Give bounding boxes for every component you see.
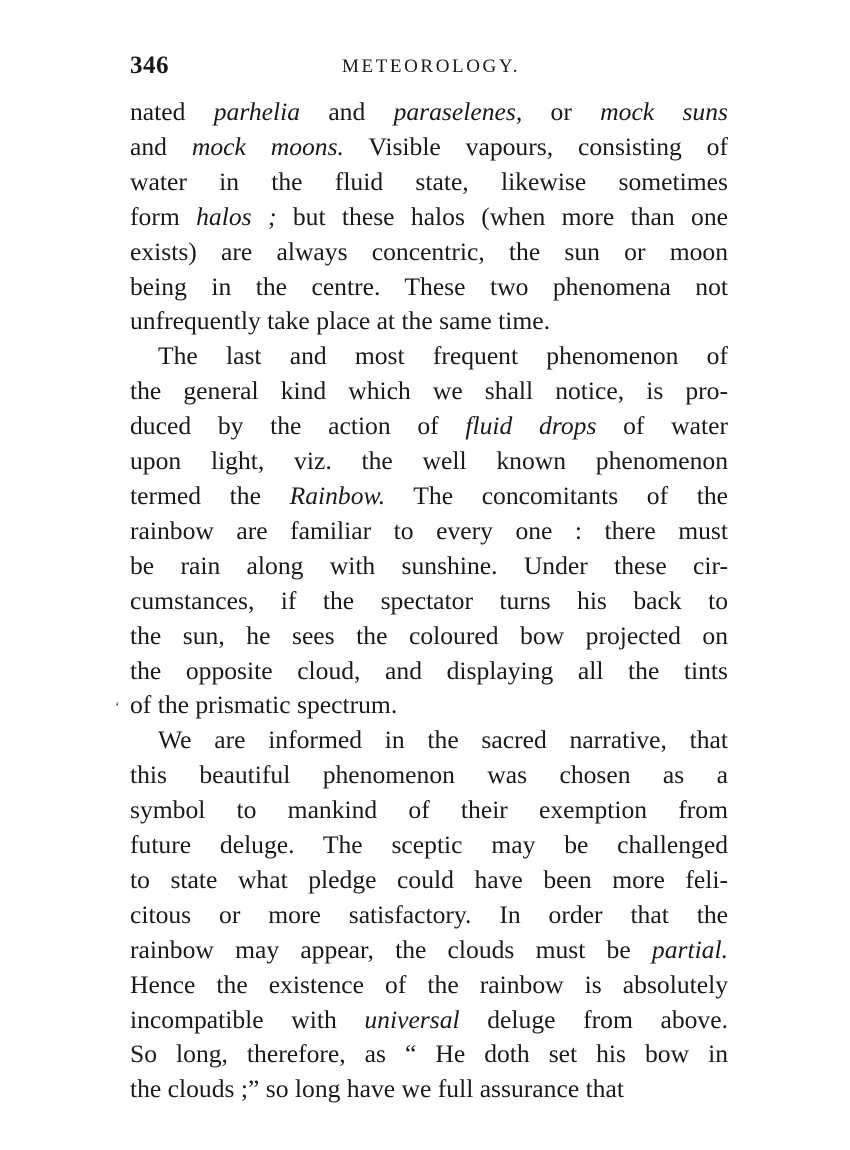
text-line: the general kind which we shall notice, is pro- [130,376,728,406]
paragraph-3 [130,723,728,1107]
text-line: incompatible with universal deluge from above. [130,1004,728,1034]
text-line: The last and most frequent phenomenon of [158,341,728,371]
text-line: form halos ; but these halos (when more than one [130,201,728,231]
text-line: the sun, he sees the coloured bow projected on [130,620,728,650]
running-head: METEOROLOGY. [342,56,521,77]
text-line: this beautiful phenomenon was chosen as a [130,760,728,790]
text-line: nated parhelia and paraselenes, or mock suns [130,97,728,126]
text-line: cumstances, if the spectator turns his back to [130,585,728,615]
text-line: water in the fluid state, likewise sometimes [130,166,728,196]
paragraph-1 [130,95,728,339]
text-line: We are informed in the sacred narrative, that [158,725,728,755]
text-line: upon light, viz. the well known phenomenon [130,446,728,476]
text-line: Hence the existence of the rainbow is absolutely [130,969,728,999]
text-line: symbol to mankind of their exemption from [130,795,728,825]
text-line: termed the Rainbow. The concomitants of the [130,480,729,510]
text-line: the opposite cloud, and displaying all the tints [130,655,728,685]
text-line: the clouds ;” so long have we full assurance that [130,1074,624,1104]
body-text [130,95,728,1107]
stray-mark: ʻ [115,700,120,715]
text-line: future deluge. The sceptic may be challenged [130,830,728,860]
text-line: So long, therefore, as “ He doth set his bow in [130,1039,728,1069]
page-header [130,44,730,84]
text-line: exists) are always concentric, the sun or moon [130,236,728,266]
text-line: unfrequently take place at the same time. [130,306,550,336]
text-line: rainbow may appear, the clouds must be partial. [130,934,728,964]
text-line: to state what pledge could have been more feli- [130,864,728,894]
text-line: citous or more satisfactory. In order that the [130,899,728,929]
text-line: being in the centre. These two phenomena not [130,271,728,301]
text-line: of the prismatic spectrum. [130,690,398,720]
text-line: duced by the action of fluid drops of water [130,411,729,441]
paragraph-2 [130,339,728,723]
text-line: be rain along with sunshine. Under these cir- [130,550,728,580]
text-line: rainbow are familiar to every one : there must [130,515,728,545]
text-line: and mock moons. Visible vapours, consisting of [130,131,728,161]
page-number: 346 [130,52,169,79]
